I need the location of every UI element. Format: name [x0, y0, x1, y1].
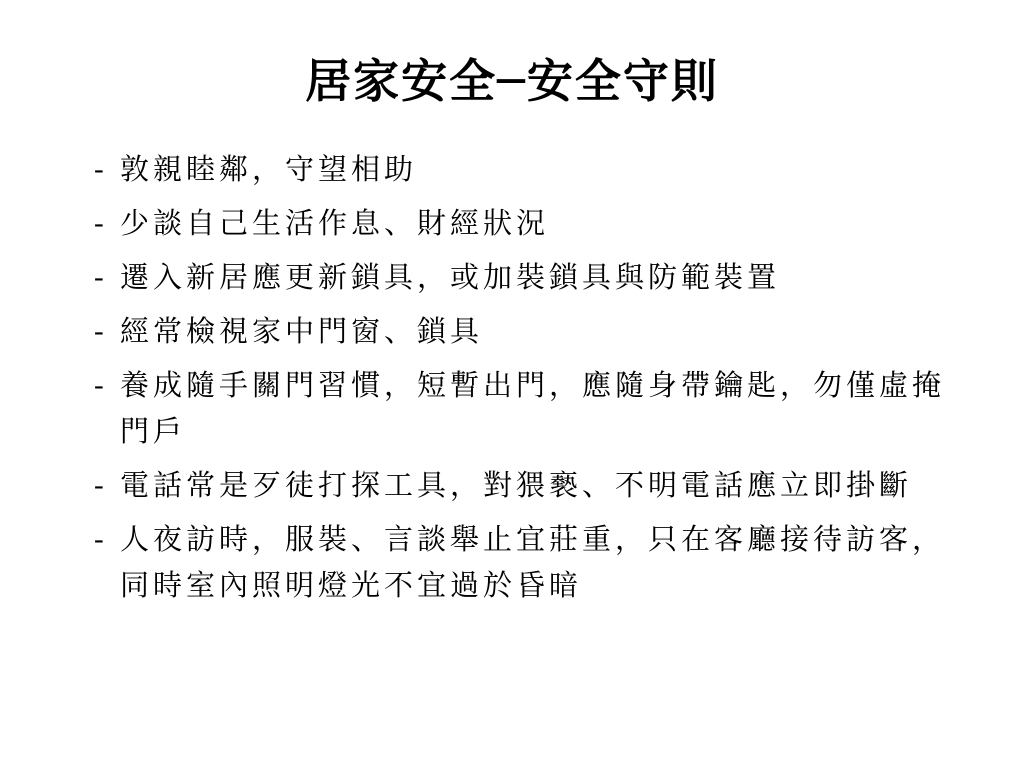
bullet-item: - 電話常是歹徒打探工具，對猥褻、不明電話應立即掛斷 [94, 462, 974, 508]
bullet-item: - 人夜訪時，服裝、言談舉止宜莊重，只在客廳接待訪客，同時室內照明燈光不宜過於昏暗 [94, 516, 974, 608]
bullet-item: - 敦親睦鄰，守望相助 [94, 146, 974, 192]
bullet-item: - 經常檢視家中門窗、鎖具 [94, 308, 974, 354]
bullet-list [94, 146, 974, 616]
bullet-item: - 少談自己生活作息、財經狀況 [94, 200, 974, 246]
bullet-item: - 遷入新居應更新鎖具，或加裝鎖具與防範裝置 [94, 254, 974, 300]
slide-title: 居家安全─安全守則 [305, 54, 719, 108]
bullet-item: - 養成隨手關門習慣，短暫出門，應隨身帶鑰匙，勿僅虛掩門戶 [94, 362, 974, 454]
